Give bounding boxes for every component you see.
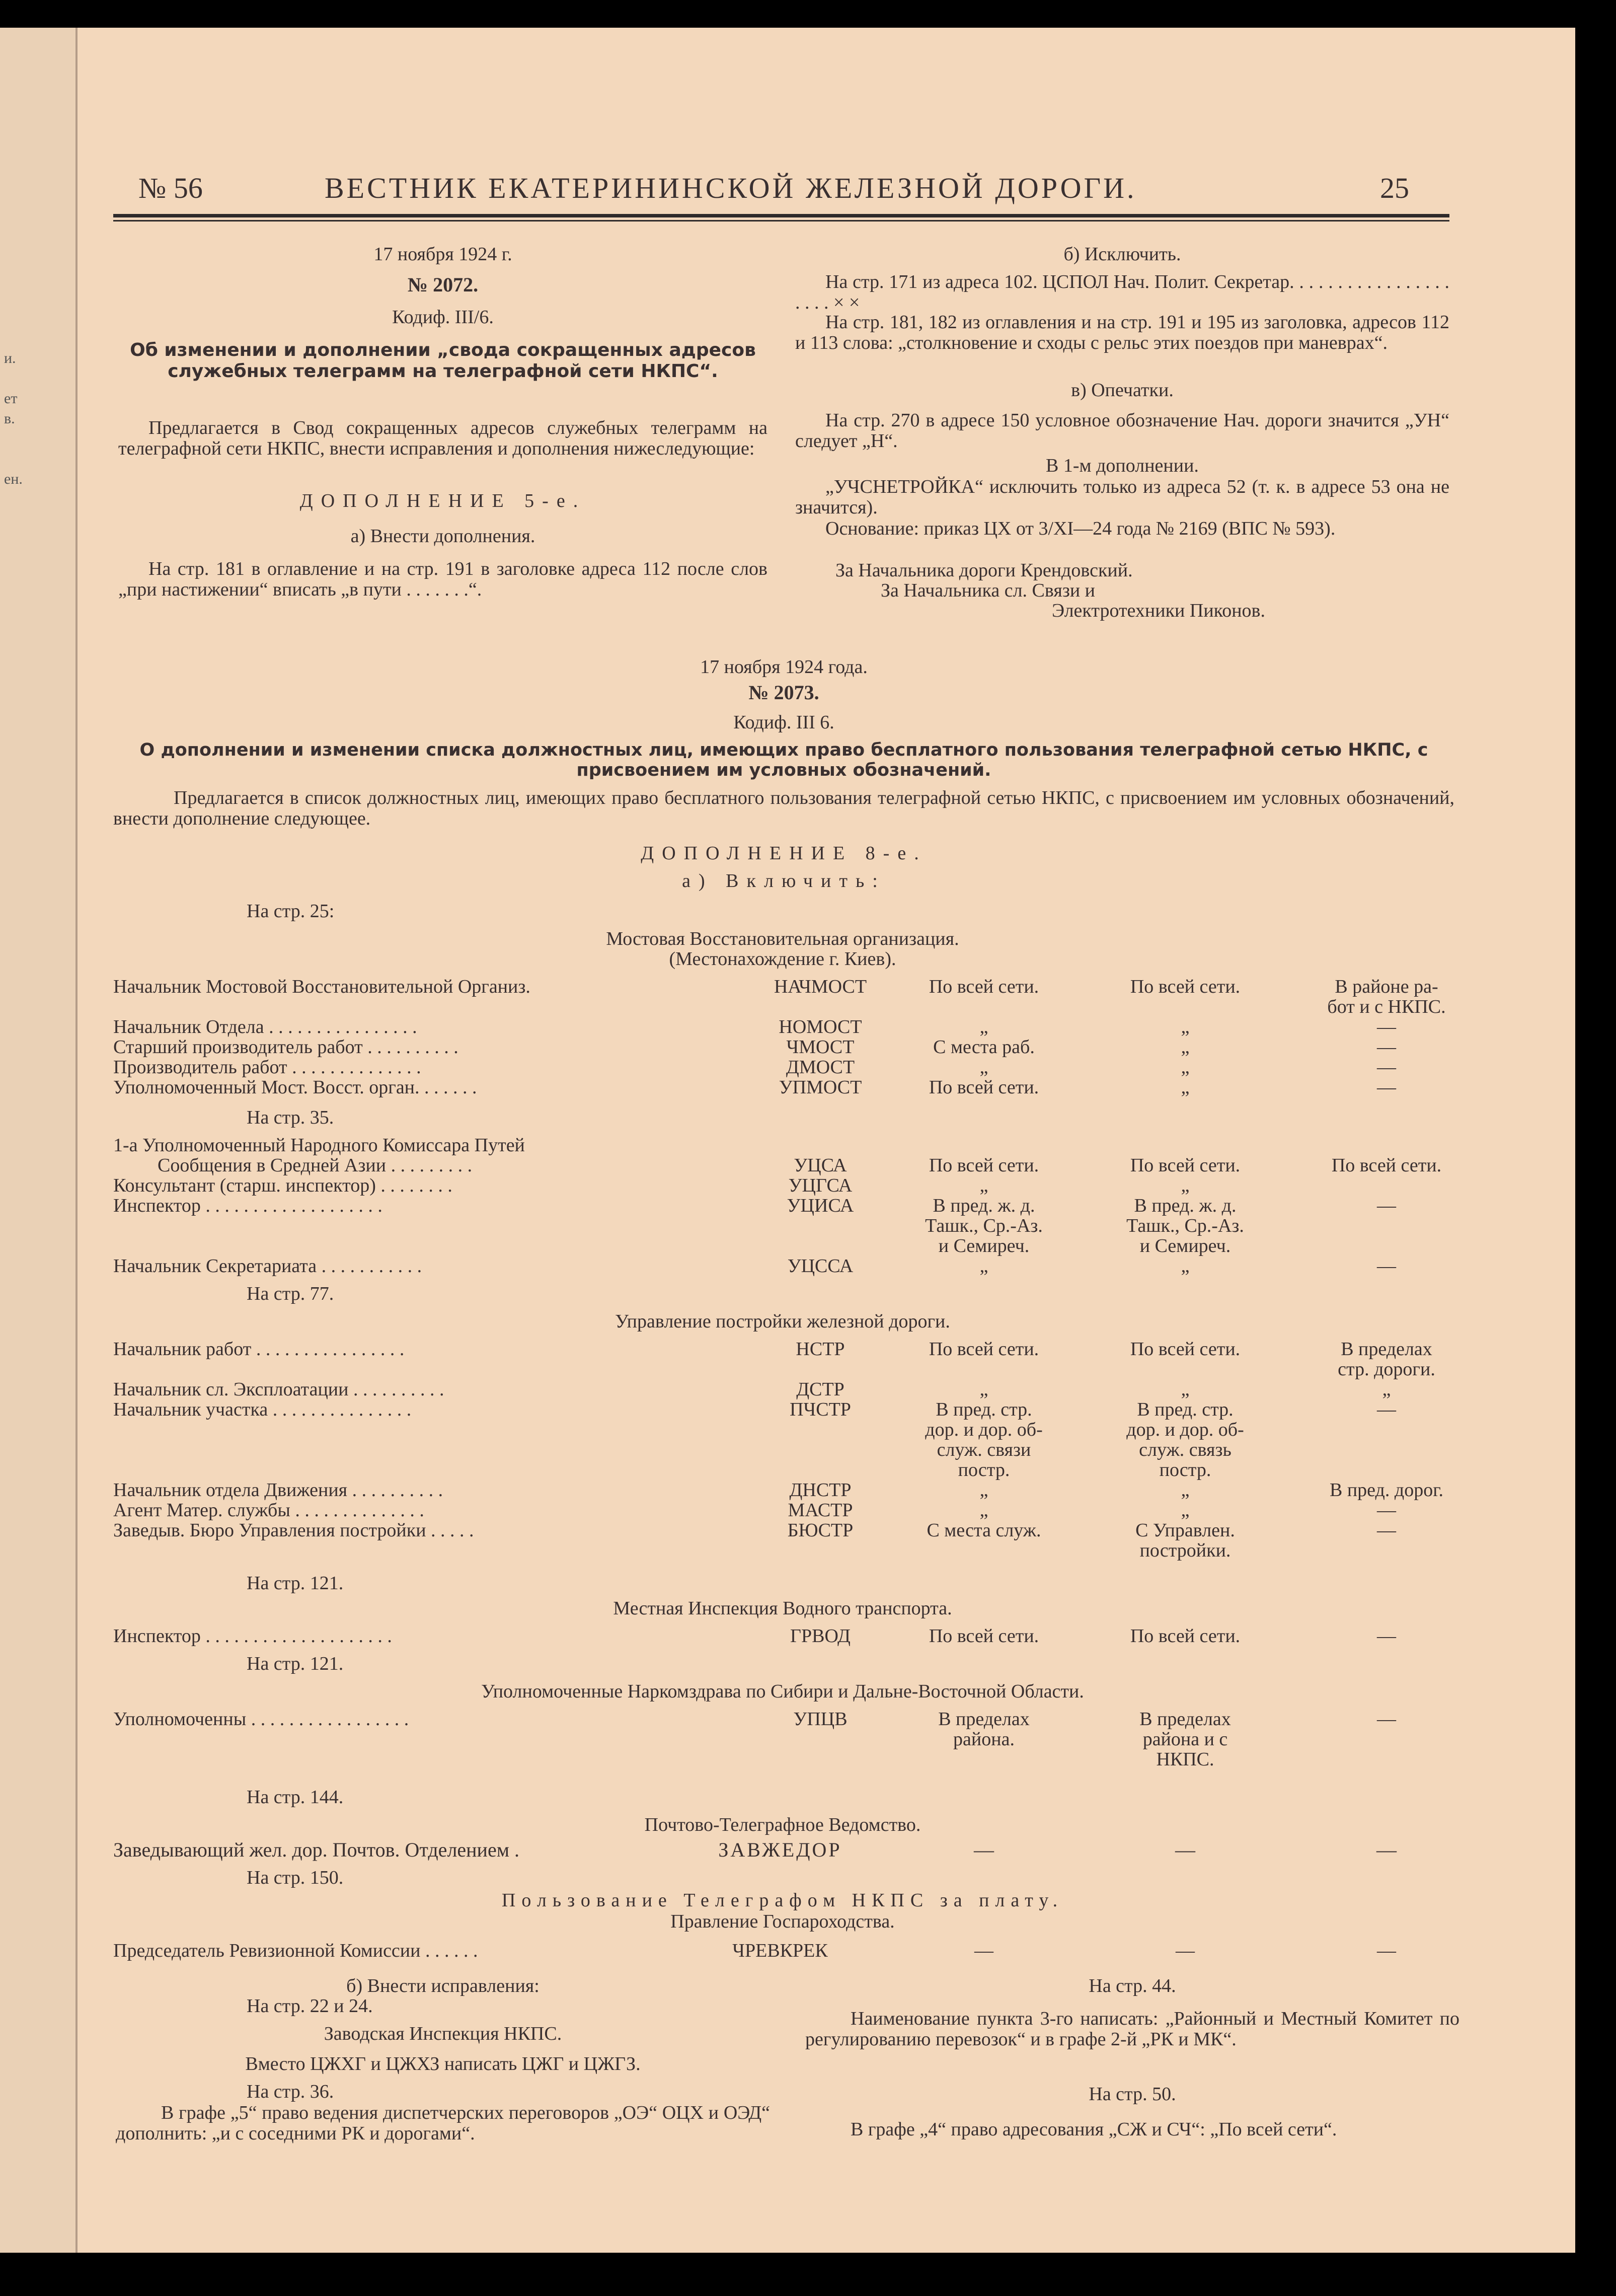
- group-location: (Местонахождение г. Киев).: [669, 948, 896, 970]
- table-row: Начальник Мостовой Восстановительной Организ. НАЧМОСТ По всей сети. По всей сети. В районе ра-: [113, 976, 1438, 997]
- signature-3: Электротехники Пиконов.: [1052, 600, 1265, 621]
- table-row: Начальник участка . . . . . . . . . . . . . . . ПЧСТР В пред. стр. В пред. стр. —: [113, 1399, 1396, 1420]
- table-row: Производитель работ . . . . . . . . . . . . . . ДМОСТ „ „ —: [113, 1057, 1396, 1078]
- supplement-heading: ДОПОЛНЕНИЕ 5-е.: [299, 490, 586, 511]
- page-ref: На стр. 121.: [247, 1573, 344, 1594]
- order2-section-a: а) Включить:: [682, 870, 886, 892]
- table-row: Заведыв. Бюро Управления постройки . . . . . БЮСТР С места служ. С Управлен. —: [113, 1520, 1396, 1541]
- section-a-heading: а) Внести дополнения.: [350, 526, 535, 547]
- order2-title: О дополнении и изменении списка должностных лиц, имеющих право бесплатного пользования телеграфной сетью НКПС, с присвоением им условных обозначений.: [139, 740, 1428, 780]
- order-number: № 2072.: [407, 273, 479, 296]
- group-subheading: Правление Госпароходства.: [670, 1911, 895, 1932]
- table-row: Начальник сл. Эксплоатации . . . . . . . . . . ДСТР „ „ „: [113, 1379, 1391, 1400]
- correction-text: В графе „5“ право ведения диспетчерских переговоров „ОЭ“ ОЦХ и ОЭД“ дополнить: „и с соседними РК и дорогами“.: [116, 2102, 770, 2144]
- header-rule: [113, 214, 1449, 217]
- correction-line: Вместо ЦЖХГ и ЦЖХЗ написать ЦЖГ и ЦЖГЗ.: [245, 2053, 641, 2075]
- table-row: Инспектор . . . . . . . . . . . . . . . . . . . УЦИСА В пред. ж. д. В пред. ж. д. —: [113, 1195, 1396, 1216]
- signature-1: За Начальника дороги Крендовский.: [835, 560, 1133, 581]
- group-heading: Управление постройки железной дороги.: [615, 1311, 950, 1332]
- section-b-text-2: На стр. 181, 182 из оглавления и на стр. 191 и 195 из заголовка, адресов 112 и 113 слова: „столкновение и сходы с рельс этих поездов при маневрах“.: [795, 312, 1449, 353]
- order2-supplement: ДОПОЛНЕНИЕ 8-е.: [641, 843, 927, 864]
- order2-codif: Кодиф. III 6.: [733, 712, 834, 733]
- document-page: [0, 28, 1575, 2253]
- table-row-cont: служ. связи служ. связь: [937, 1439, 1232, 1460]
- order-title: Об изменении и дополнении „свода сокращенных адресов служебных телеграмм на телеграфной сети НКПС“.: [130, 340, 756, 382]
- group-heading: Почтово-Телеграфное Ведомство.: [644, 1814, 921, 1835]
- signature-2: За Начальника сл. Связи и: [881, 580, 1095, 601]
- table-row-cont: НКПС.: [1156, 1749, 1214, 1770]
- page-ref: На стр. 150.: [247, 1867, 344, 1888]
- order2-number: № 2073.: [748, 681, 819, 704]
- table-row: Начальник Отдела . . . . . . . . . . . . . . . . НОМОСТ „ „ —: [113, 1016, 1396, 1038]
- table-row-cont: Ташк., Ср.-Аз. Ташк., Ср.-Аз.: [925, 1215, 1244, 1236]
- section-b-heading: б) Исключить.: [1063, 244, 1181, 265]
- section-d-heading: В 1-м дополнении.: [1046, 455, 1199, 476]
- group-heading: Пользование Телеграфом НКПС за плату.: [501, 1890, 1064, 1911]
- section-b-text-1: На стр. 171 из адреса 102. ЦСПОЛ Нач. Полит. Секретар. . . . . . . . . . . . . . . . . . . . . × ×: [795, 271, 1449, 313]
- page-ref: На стр. 121.: [247, 1653, 344, 1674]
- page-ref: На стр. 144.: [247, 1787, 344, 1808]
- order2-date: 17 ноября 1924 года.: [700, 656, 868, 678]
- group-heading: Местная Инспекция Водного транспорта.: [613, 1598, 952, 1619]
- table-row: Заведывающий жел. дор. Почтов. Отделением . ЗАВЖЕДОР — — —: [113, 1838, 1397, 1861]
- journal-title: ВЕСТНИК ЕКАТЕРИНИНСКОЙ ЖЕЛЕЗНОЙ ДОРОГИ.: [325, 172, 1137, 204]
- table-row: Председатель Ревизионной Комиссии . . . . . . ЧРЕВКРЕК — — —: [113, 1940, 1396, 1961]
- running-header: [113, 156, 1449, 211]
- table-row: Начальник работ . . . . . . . . . . . . . . . . НСТР По всей сети. По всей сети. В пределах: [113, 1339, 1432, 1360]
- page-ref: На стр. 50.: [1089, 2084, 1176, 2105]
- order2-intro: Предлагается в список должностных лиц, имеющих право бесплатного пользования телеграфной сетью НКПС, с присвоением им условных обозначений, внести дополнение следующее.: [113, 787, 1454, 829]
- section-b2-heading: б) Внести исправления:: [346, 1975, 540, 1996]
- table-row-cont: дор. и дор. об- дор. и дор. об-: [925, 1419, 1244, 1440]
- table-row-cont: бот и с НКПС.: [1327, 996, 1446, 1017]
- section-a-text: На стр. 181 в оглавление и на стр. 191 в заголовке адреса 112 после слов „при настижении“ вписать „в пути . . . . . . .“.: [118, 558, 767, 600]
- header-rule-thin: [113, 220, 1449, 221]
- page-ref: На стр. 77.: [247, 1283, 334, 1304]
- table-row-cont: постройки.: [1139, 1540, 1231, 1561]
- page-ref: На стр. 35.: [247, 1107, 334, 1128]
- page-ref: На стр. 25:: [247, 901, 335, 922]
- table-row-cont: и Семиреч. и Семиреч.: [938, 1235, 1231, 1256]
- section-d-text: „УЧСНЕТРОЙКА“ исключить только из адреса 52 (т. к. в адресе 53 она не значится).: [795, 476, 1449, 518]
- order-intro: Предлагается в Свод сокращенных адресов служебных телеграмм на телеграфной сети НКПС, внести исправления и дополнения нижеследующие:: [118, 417, 767, 459]
- table-row: Уполномоченный Мост. Восст. орган. . . . . . . УПМОСТ По всей сети. „ —: [113, 1077, 1396, 1098]
- order-codif: Кодиф. III/6.: [392, 307, 494, 328]
- page-ref: На стр. 44.: [1089, 1975, 1176, 1996]
- table-row: Сообщения в Средней Азии . . . . . . . . . УЦСА По всей сети. По всей сети. По всей сети.: [158, 1155, 1442, 1176]
- table-row: 1-а Уполномоченный Народного Комиссара Путей: [113, 1135, 525, 1156]
- correction-text: Наименование пункта 3-го написать: „Районный и Местный Комитет по регулированию перевозок“ и в графе 2-й „РК и МК“.: [805, 2008, 1459, 2050]
- section-c-heading: в) Опечатки.: [1071, 380, 1174, 401]
- page-ref: На стр. 22 и 24.: [247, 1995, 373, 2017]
- table-row: Старший производитель работ . . . . . . . . . . ЧМОСТ С места раб. „ —: [113, 1036, 1396, 1058]
- adjacent-page-edge: и. ет в. ен.: [0, 28, 78, 2253]
- basis-text: Основание: приказ ЦХ от 3/XI—24 года № 2169 (ВПС № 593).: [825, 518, 1336, 539]
- page-number: 25: [1380, 172, 1409, 204]
- table-row: Начальник отдела Движения . . . . . . . . . . ДНСТР „ „ В пред. дорог.: [113, 1479, 1443, 1501]
- table-row-cont: постр. постр.: [958, 1459, 1211, 1480]
- table-row-cont: стр. дороги.: [1338, 1359, 1435, 1380]
- table-row: Начальник Секретариата . . . . . . . . . . . УЦССА „ „ —: [113, 1255, 1396, 1277]
- issue-number: № 56: [138, 172, 203, 204]
- table-row: Уполномоченны . . . . . . . . . . . . . . . . . УПЦВ В пределах В пределах —: [113, 1709, 1396, 1730]
- section-c-text: На стр. 270 в адресе 150 условное обозначение Нач. дороги значится „УН“ следует „Н“.: [795, 410, 1449, 452]
- org-name: Заводская Инспекция НКПС.: [324, 2023, 562, 2044]
- group-heading: Уполномоченные Наркомздрава по Сибири и Дальне-Восточной Области.: [481, 1681, 1084, 1702]
- order-date: 17 ноября 1924 г.: [373, 244, 512, 265]
- correction-text: В графе „4“ право адресования „СЖ и СЧ“: „По всей сети“.: [851, 2119, 1337, 2140]
- table-row: Агент Матер. службы . . . . . . . . . . . . . . МАСТР „ „ —: [113, 1500, 1396, 1521]
- table-row: Инспектор . . . . . . . . . . . . . . . . . . . . ГРВОД По всей сети. По всей сети. —: [113, 1625, 1396, 1647]
- page-ref: На стр. 36.: [247, 2081, 334, 2102]
- table-row-cont: района. района и с: [953, 1729, 1228, 1750]
- table-row: Консультант (старш. инспектор) . . . . . . . . УЦГСА „ „: [113, 1175, 1190, 1196]
- group-heading: Мостовая Восстановительная организация.: [606, 928, 959, 949]
